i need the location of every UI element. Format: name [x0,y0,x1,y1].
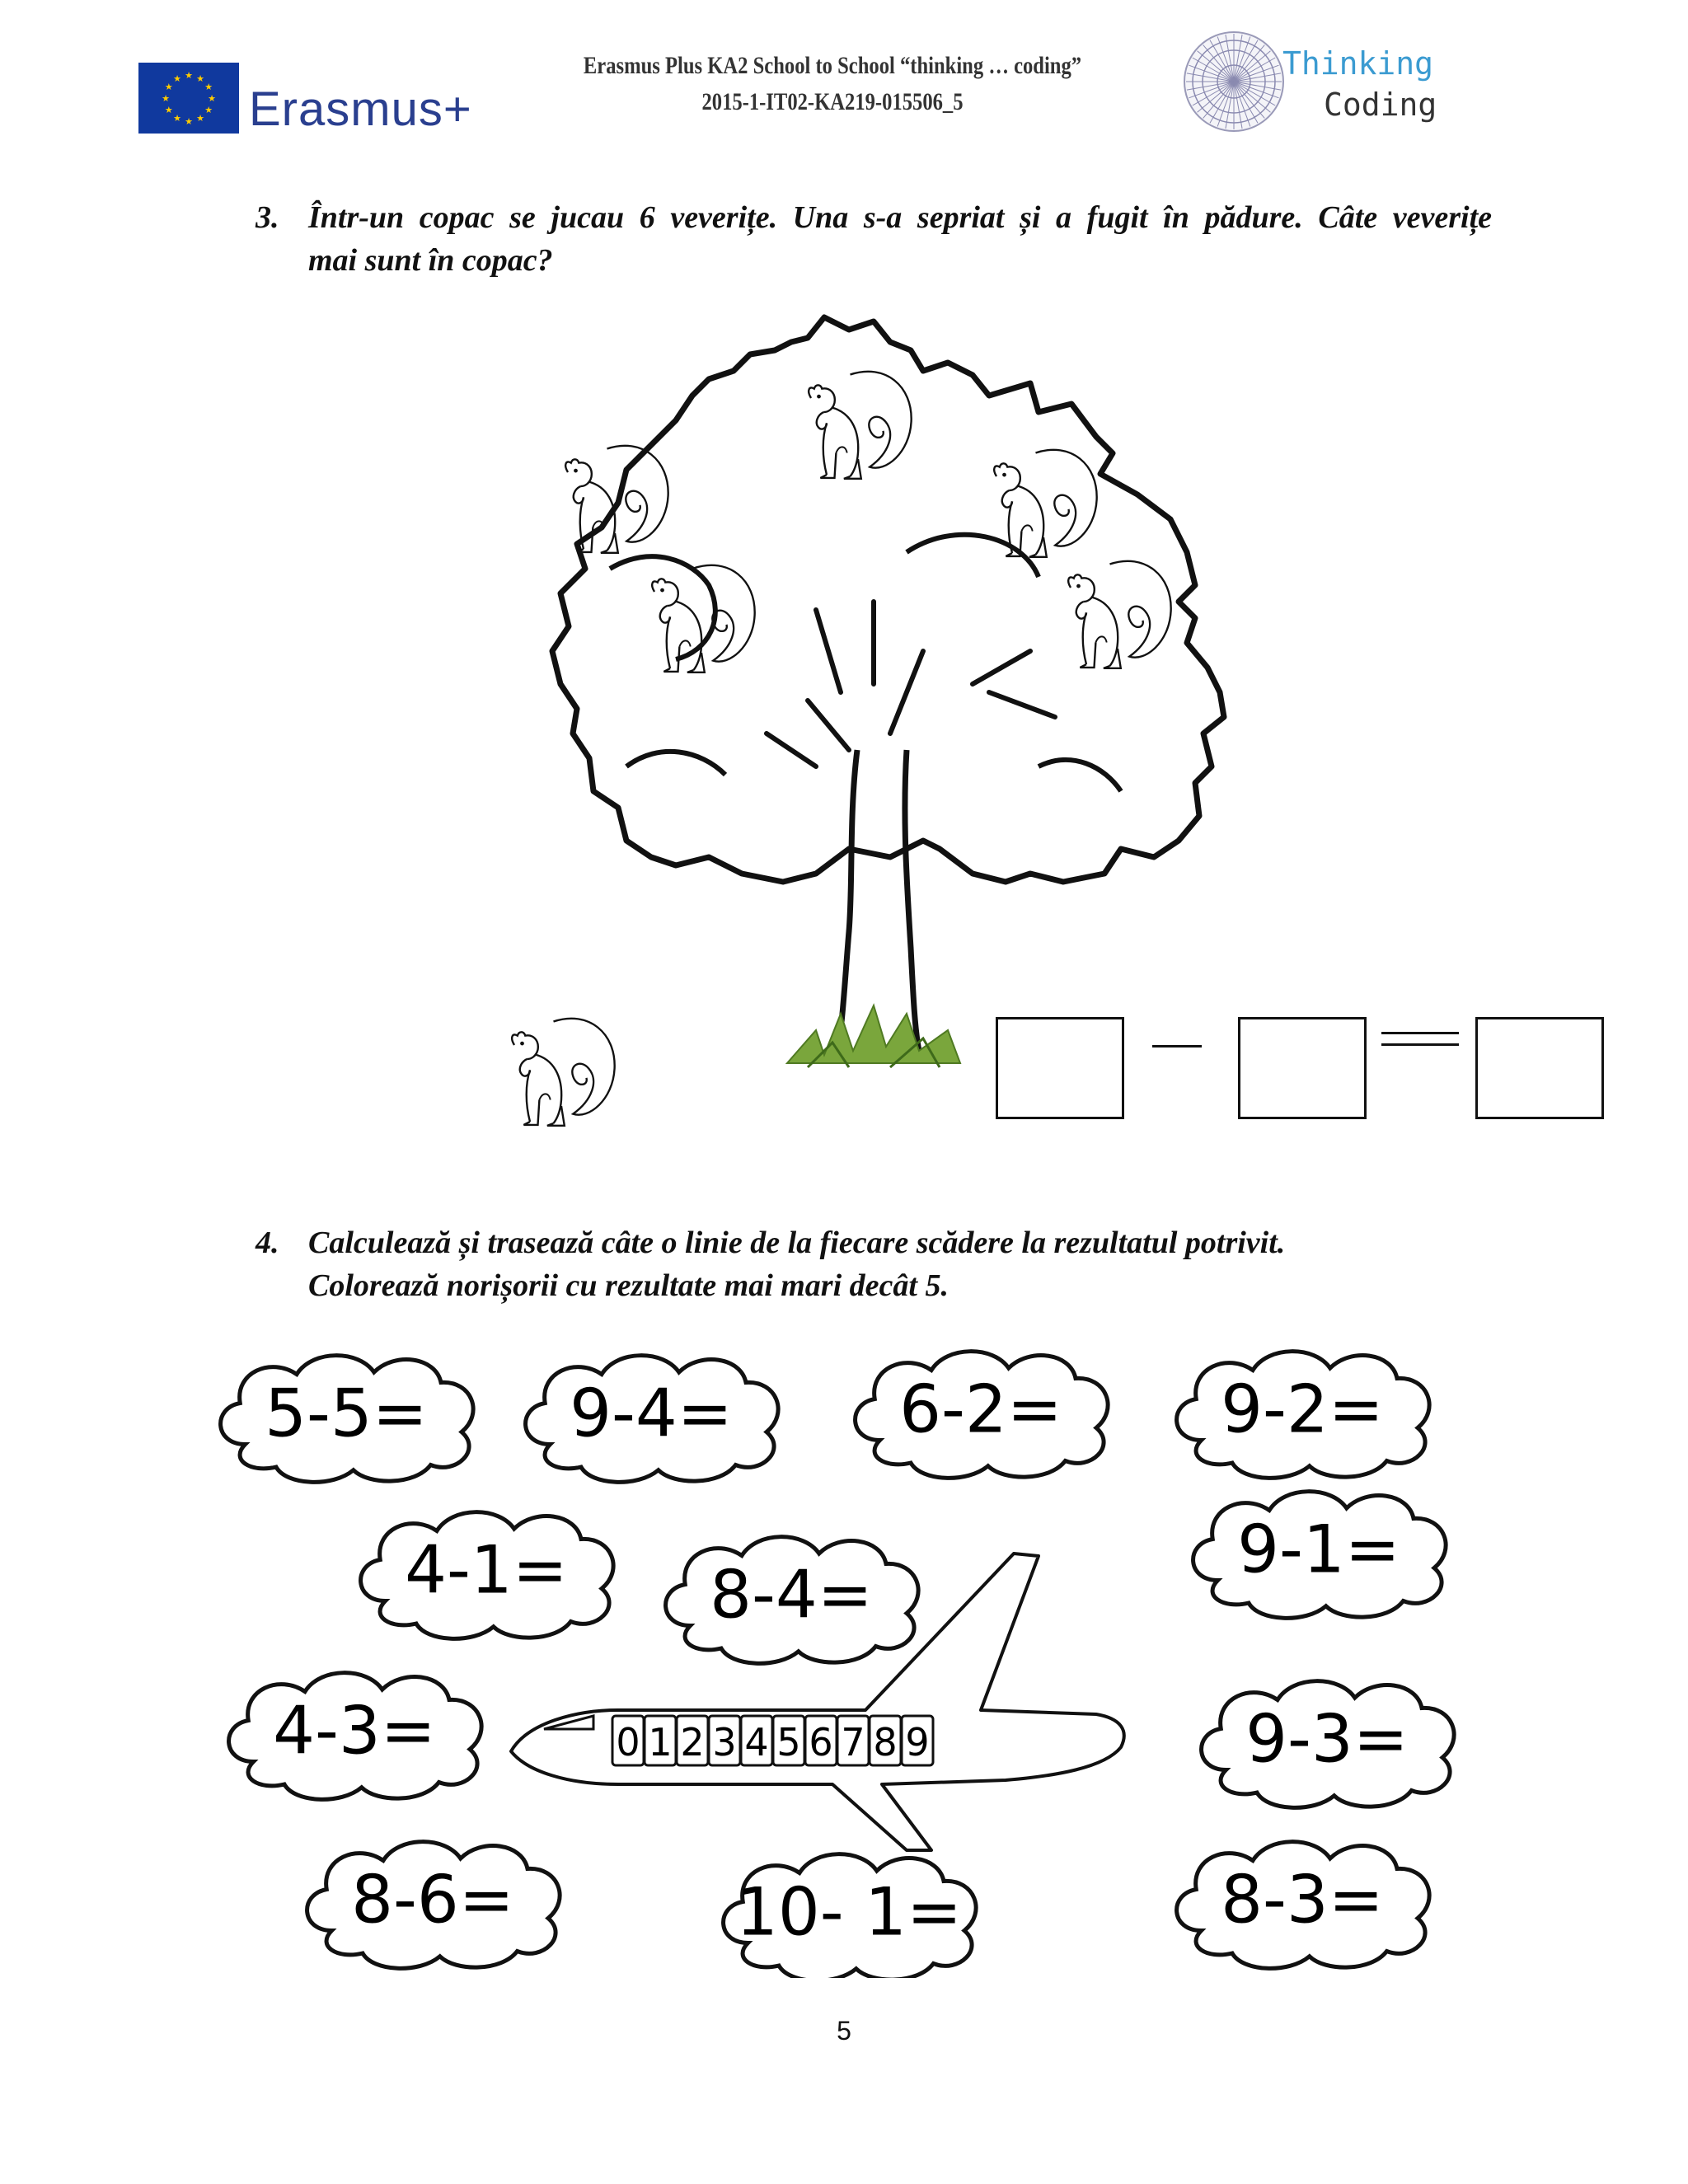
eu-star-icon: ★ [185,70,193,81]
thinking-coding-logo-line1: Thinking [1282,45,1434,82]
subtraction-cloud[interactable] [1177,1352,1430,1479]
airplane-digit: 5 [776,1720,801,1765]
airplane-digit: 0 [616,1720,640,1765]
subtraction-cloud[interactable] [724,1854,977,1978]
equals-sign-top [1381,1032,1459,1034]
tree-illustration [462,305,1286,1162]
eu-star-icon: ★ [185,116,193,127]
subtraction-cloud[interactable] [229,1673,482,1800]
equals-sign-bottom [1381,1043,1459,1046]
thinking-coding-emblem-icon [1180,28,1287,135]
airplane-digit: 6 [809,1720,833,1765]
task-4-instructions [256,1221,1492,1307]
cloud-expression: 9-3= [1245,1700,1409,1778]
subtraction-cloud[interactable] [666,1537,919,1664]
airplane-digit: 2 [680,1720,705,1765]
subtraction-cloud[interactable] [307,1842,560,1969]
page-number: 5 [837,2016,851,2046]
eu-star-icon: ★ [162,93,170,104]
airplane-digit: 7 [841,1720,865,1765]
eu-star-icon: ★ [173,113,181,124]
thinking-coding-logo-line2: Coding [1324,87,1437,123]
minus-sign [1152,1045,1202,1047]
eu-flag-icon [138,63,239,134]
eu-star-icon: ★ [196,73,204,84]
squirrel-outside-tree [512,1019,614,1126]
eu-star-icon: ★ [208,93,216,104]
airplane-digit: 1 [648,1720,673,1765]
eu-star-icon: ★ [196,113,204,124]
task-3-number: 3. [256,200,279,235]
project-title: Erasmus Plus KA2 School to School “thinking … coding” [583,52,1082,79]
eu-star-icon: ★ [164,105,173,115]
squirrel-in-tree [1068,561,1170,668]
cloud-expression: 8-4= [710,1556,873,1633]
subtraction-cloud[interactable] [221,1356,474,1483]
eu-star-icon: ★ [204,82,213,92]
cloud-expression: 9-2= [1221,1371,1384,1448]
airplane-windows [612,1716,933,1765]
answer-box-subtrahend[interactable] [1238,1017,1367,1119]
subtraction-cloud[interactable] [1193,1492,1447,1619]
task-4-line2: Colorează norișorii cu rezultate mai mari decât 5. [308,1268,949,1303]
airplane-digit: 3 [712,1720,737,1765]
airplane-digit: 8 [873,1720,898,1765]
cloud-expression: 9-4= [570,1375,733,1452]
task-4-number: 4. [256,1226,279,1260]
task-3-instructions [256,196,1492,282]
answer-box-result[interactable] [1475,1017,1604,1119]
task-3-line1: Într-un copac se jucau 6 veverițe. Una s-a sepriat și a fugit în pădure. Câte veverițe [308,200,1492,235]
subtraction-cloud[interactable] [1177,1842,1430,1969]
project-code: 2015-1-IT02-KA219-015506_5 [701,88,964,115]
project-header [462,48,1203,120]
cloud-expression: 5-5= [265,1375,428,1452]
airplane-digit: 4 [744,1720,769,1765]
eu-star-icon: ★ [173,73,181,84]
cloud-expression: 6-2= [899,1371,1062,1448]
thinking-coding-logo [1282,43,1437,125]
subtraction-cloud[interactable] [526,1356,779,1483]
subtraction-cloud[interactable] [1202,1681,1455,1808]
cloud-expression: 10- 1= [735,1873,963,1951]
airplane-digit: 9 [905,1720,930,1765]
eu-star-icon: ★ [164,82,173,92]
eu-star-icon: ★ [204,105,213,115]
cloud-expression: 4-3= [273,1692,436,1769]
clouds-and-airplane-illustration [206,1335,1500,1978]
subtraction-cloud[interactable] [361,1512,614,1639]
cloud-expression: 8-6= [351,1861,514,1938]
cloud-expression: 4-1= [405,1531,568,1609]
squirrel-in-tree [994,450,1096,557]
cloud-expression: 8-3= [1221,1861,1384,1938]
answer-box-minuend[interactable] [996,1017,1124,1119]
erasmus-logo-text: Erasmus+ [249,82,472,136]
squirrel-in-tree [809,372,911,479]
subtraction-cloud[interactable] [856,1352,1109,1479]
cloud-expression: 9-1= [1237,1511,1400,1588]
task-3-line2: mai sunt în copac? [308,243,553,278]
task-4-line1: Calculează și trasează câte o linie de la fiecare scădere la rezultatul potrivit. [308,1226,1286,1260]
